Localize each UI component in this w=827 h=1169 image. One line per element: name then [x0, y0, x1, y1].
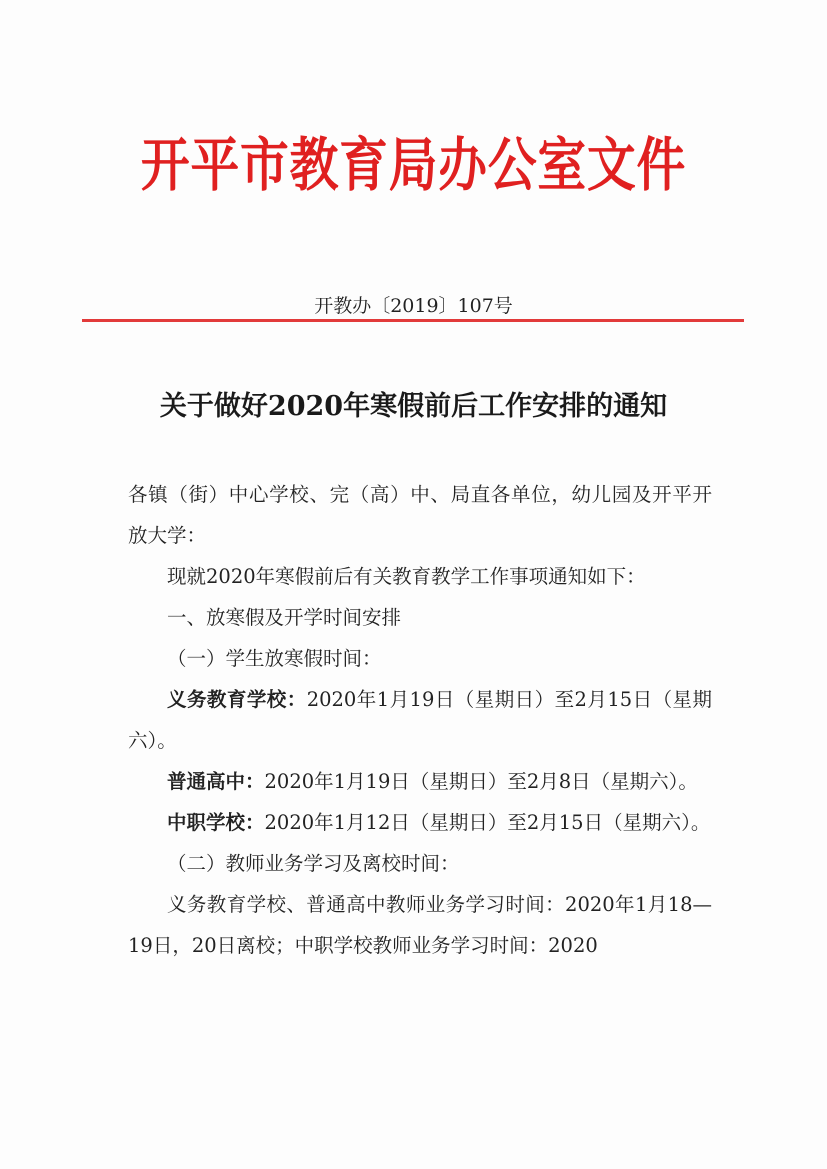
item-label: 中职学校：: [167, 811, 265, 834]
notice-body: [128, 474, 712, 966]
item-text: 2020年1月19日（星期日）至2月8日（星期六）。: [264, 770, 698, 793]
schedule-item-compulsory: [128, 679, 712, 761]
subsection-heading-2: （二）教师业务学习及离校时间：: [167, 852, 460, 875]
document-number: 开教办〔2019〕107号: [314, 295, 513, 317]
section-heading-1: 一、放寒假及开学时间安排: [167, 606, 402, 629]
item-text: 2020年1月19日（星期日）至2月15日（星期六）。: [128, 688, 712, 752]
recipients-paragraph: 各镇（街）中心学校、完（高）中、局直各单位，幼儿园及开平开放大学：: [128, 483, 712, 547]
masthead-title: 开平市教育局办公室文件: [140, 131, 687, 199]
subsection-heading-1: （一）学生放寒假时间：: [167, 647, 382, 670]
red-divider-line: [82, 319, 744, 322]
schedule-item-vocational: [128, 802, 712, 843]
item-label: 义务教育学校：: [167, 688, 307, 711]
schedule-item-highschool: [128, 761, 712, 802]
teacher-study-paragraph: 义务教育学校、普通高中教师业务学习时间：2020年1月18—19日，20日离校；中职学校教师业务学习时间：2020: [128, 893, 712, 957]
item-label: 普通高中：: [167, 770, 265, 793]
item-text: 2020年1月12日（星期日）至2月15日（星期六）。: [264, 811, 711, 834]
notice-title: 关于做好2020年寒假前后工作安排的通知: [159, 391, 668, 422]
intro-paragraph: 现就2020年寒假前后有关教育教学工作事项通知如下：: [167, 565, 646, 588]
